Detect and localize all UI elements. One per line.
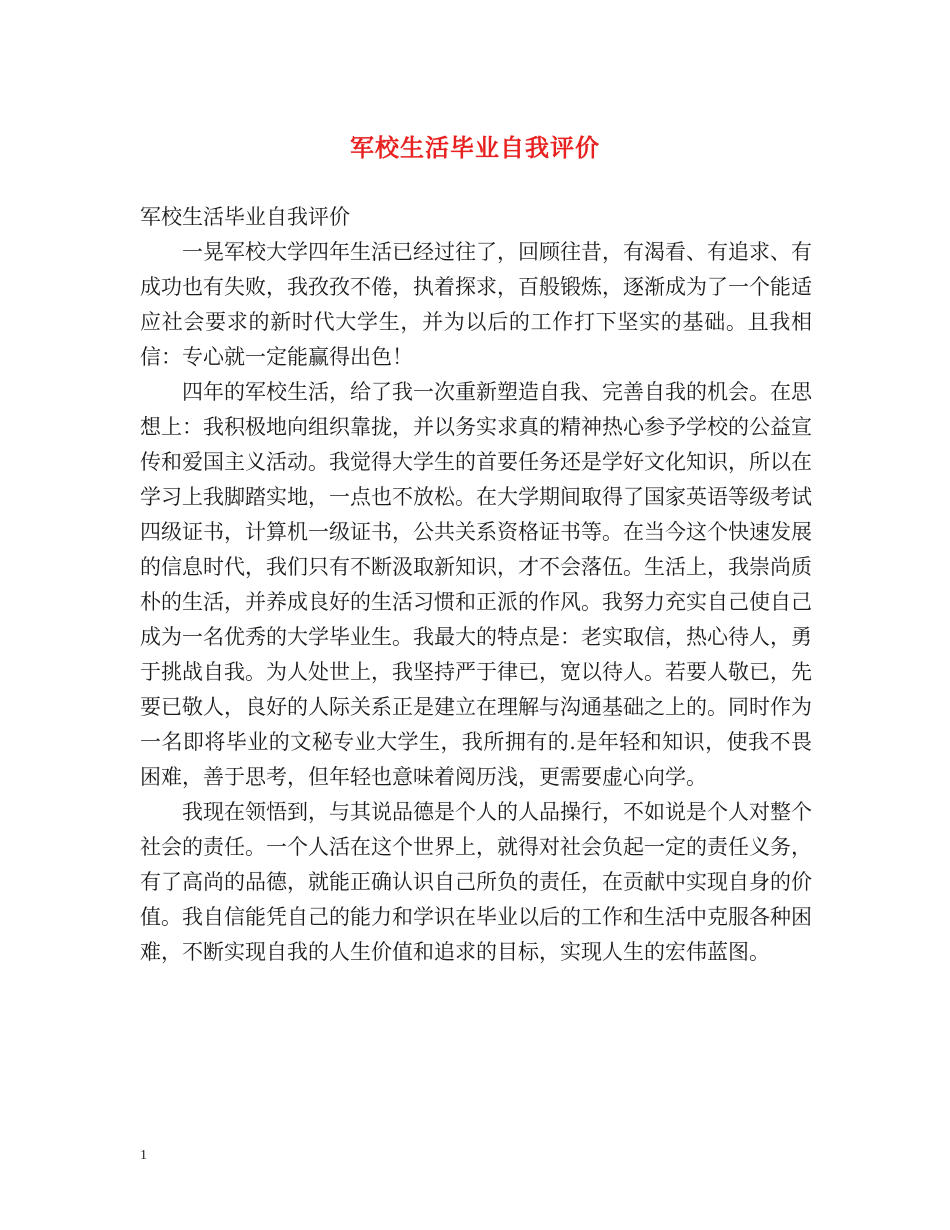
paragraph-3: 我现在领悟到，与其说品德是个人的人品操行，不如说是个人对整个社会的责任。一个人活在这个世界上，就得对社会负起一定的责任义务，有了高尚的品德，就能正确认识自己所负的责任，在贡献中实现自身的价值。我自信能凭自己的能力和学识在毕业以后的工作和生活中克服各种困难，不断实现自我的人生价值和追求的目标，实现人生的宏伟蓝图。 (140, 800, 812, 964)
page-number: 1 (140, 1148, 147, 1163)
document-subtitle: 军校生活毕业自我评价 (140, 205, 350, 229)
document-body (140, 200, 812, 970)
document-title: 军校生活毕业自我评价 (350, 133, 600, 162)
paragraph-1: 一晃军校大学四年生活已经过往了，回顾往昔，有渴看、有追求、有成功也有失败，我孜孜不倦，执着探求，百般锻炼，逐渐成为了一个能适应社会要求的新时代大学生，并为以后的工作打下坚实的基础。且我相信：专心就一定能赢得出色！ (140, 240, 812, 369)
paragraph-2: 四年的军校生活，给了我一次重新塑造自我、完善自我的机会。在思想上：我积极地向组织靠拢，并以务实求真的精神热心参予学校的公益宣传和爱国主义活动。我觉得大学生的首要任务还是学好文化知识，所以在学习上我脚踏实地，一点也不放松。在大学期间取得了国家英语等级考试四级证书，计算机一级证书，公共关系资格证书等。在当今这个快速发展的信息时代，我们只有不断汲取新知识，才不会落伍。生活上，我崇尚质朴的生活，并养成良好的生活习惯和正派的作风。我努力充实自己使自己成为一名优秀的大学毕业生。我最大的特点是：老实取信，热心待人，勇于挑战自我。为人处世上，我坚持严于律已，宽以待人。若要人敬已，先要已敬人，良好的人际关系正是建立在理解与沟通基础之上的。同时作为一名即将毕业的文秘专业大学生，我所拥有的.是年轻和知识，使我不畏困难，善于思考，但年轻也意味着阅历浅，更需要虚心向学。 (140, 380, 812, 789)
